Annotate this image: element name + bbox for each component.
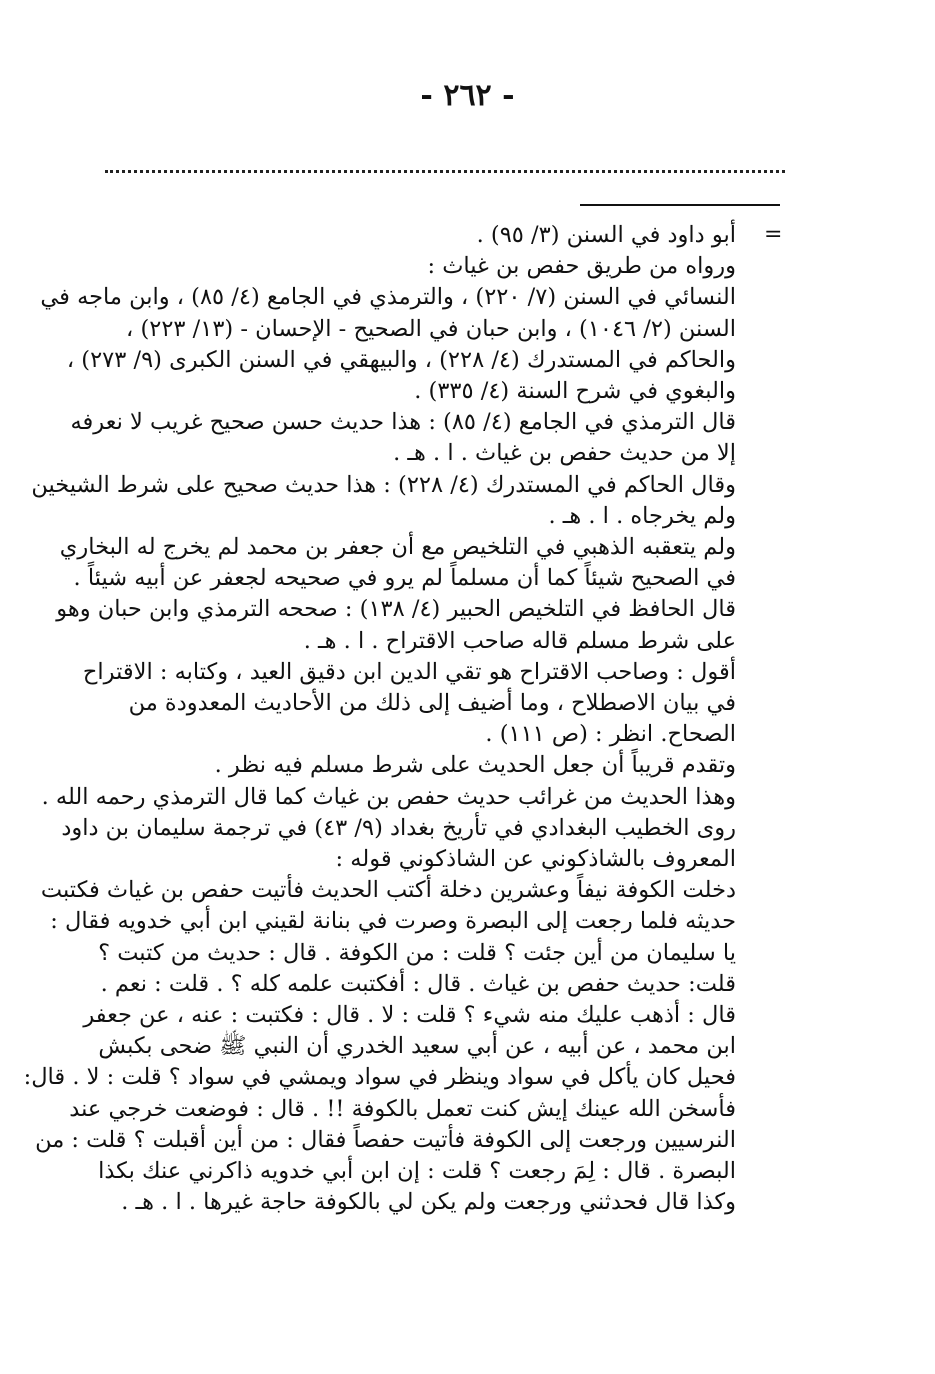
text-line: البصرة . قال : لِمَ رجعت ؟ قلت : إن ابن أبي خدويه ذاكرني عنك بكذا [98,1158,736,1185]
text-line: ولم يتعقبه الذهبي في التلخيص مع أن جعفر بن محمد لم يخرج له البخاري [59,534,736,561]
text-line: أبو داود في السنن (٣/ ٩٥) . [476,222,736,248]
text-line: قال الحافظ في التلخيص الحبير (٤/ ١٣٨) : صححه الترمذي وابن حبان وهو [56,596,736,623]
text-line: ابن محمد ، عن أبيه ، عن أبي سعيد الخدري أن النبي ﷺ ضحى بكبش [98,1033,736,1060]
text-line: والبغوي في شرح السنة (٤/ ٣٣٥) . [414,378,736,405]
text-line: وقال الحاكم في المستدرك (٤/ ٢٢٨) : هذا حديث صحيح على شرط الشيخين [31,471,736,498]
text-line: وهذا الحديث من غرائب حديث حفص بن غياث كما قال الترمذي رحمه الله . [41,783,736,810]
text-line: في بيان الاصطلاح ، وما أضيف إلى ذلك من الأحاديث المعدودة من [128,690,736,717]
text-line: النرسيين ورجعت إلى الكوفة فأتيت حفصاً فقال : من أين أقبلت ؟ قلت : من [35,1126,736,1153]
text-line: على شرط مسلم قاله صاحب الاقتراح . ا . هـ . [303,627,736,654]
text-line: إلا من حديث حفص بن غياث . ا . هـ . [393,440,736,467]
text-line: وكذا قال فحدثني ورجعت ولم يكن لي بالكوفة حاجة غيرها . ا . هـ . [121,1189,736,1216]
text-line: النسائي في السنن (٧/ ٢٢٠) ، والترمذي في الجامع (٤/ ٨٥) ، وابن ماجه في [40,284,736,311]
text-line: السنن (٢/ ١٠٤٦) ، وابن حبان في الصحيح - الإحسان - (١٣/ ٢٢٣) ، [126,315,736,342]
dotted-separator [105,170,785,173]
text-line: المعروف بالشاذكوني عن الشاذكوني قوله : [335,846,736,873]
text-line: قلت: حديث حفص بن غياث . قال : أفكتبت علمه كله ؟ . قلت : نعم . [100,970,736,997]
text-line: أقول : وصاحب الاقتراح هو تقي الدين ابن دقيق العيد ، وكتابه : الاقتراح [82,658,736,685]
text-line: حديثه فلما رجعت إلى البصرة وصرت في بنانة لقيني ابن أبي خدويه فقال : [50,908,736,935]
text-line: الصحاح. انظر : (ص ١١١) . [485,721,736,748]
text-line: فحيل كان يأكل في سواد وينظر في سواد ويمشي في سواد ؟ قلت : لا . قال: [23,1064,736,1091]
text-line: والحاكم في المستدرك (٤/ ٢٢٨) ، والبيهقي في السنن الكبرى (٩/ ٢٧٣) ، [66,346,736,373]
footnote-text [23,220,736,1219]
text-line: فأسخن الله عينك إيش كنت تعمل بالكوفة !! . قال : فوضعت خرجي عند [69,1095,736,1122]
continuation-mark: = [764,222,783,247]
text-line: يا سليمان من أين جئت ؟ قلت : من الكوفة . قال : حديث من كتبت ؟ [98,939,736,966]
text-line: وتقدم قريباً أن جعل الحديث على شرط مسلم فيه نظر . [214,752,736,779]
text-line: ورواه من طريق حفص بن غياث : [427,253,736,280]
text-line: روى الخطيب البغدادي في تأريخ بغداد (٩/ ٤٣) في ترجمة سليمان بن داود [61,814,736,841]
text-line: دخلت الكوفة نيفاً وعشرين دخلة أكتب الحديث فأتيت حفص بن غياث فكتبت [40,877,736,904]
text-line: ولم يخرجاه . ا . هـ . [548,502,736,529]
text-line: في الصحيح شيئاً كما أن مسلماً لم يرو في صحيحه لجعفر عن أبيه شيئاً . [73,565,736,592]
text-line: قال : أذهب عليك منه شيء ؟ قلت : لا . قال : فكتبت : عنه ، عن جعفر [83,1002,736,1029]
page-number: - ٢٦٢ - [420,78,515,113]
text-line: قال الترمذي في الجامع (٤/ ٨٥) : هذا حديث حسن صحيح غريب لا نعرفه [70,409,736,436]
footnote-rule [580,204,780,206]
